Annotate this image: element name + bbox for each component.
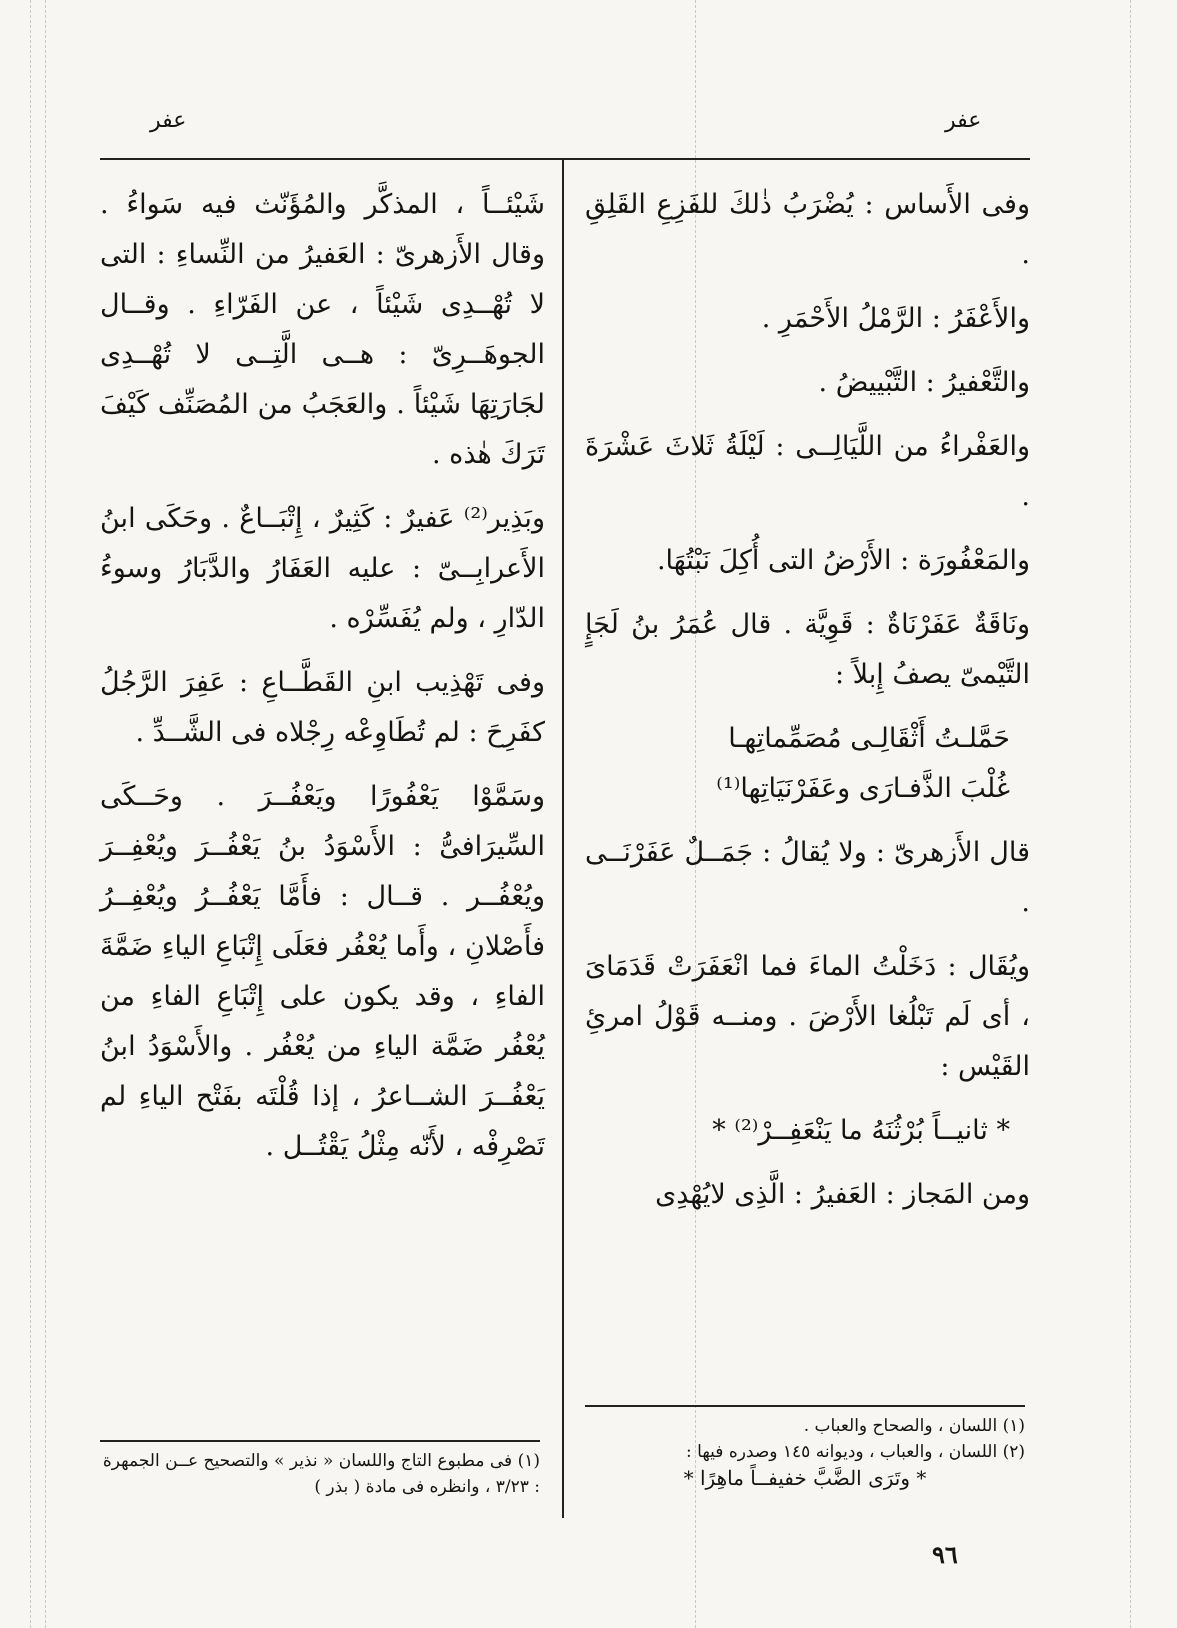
verse-line: غُلْبَ الذَّفـارَى وعَفَرْنَيَاتِها⁽¹⁾ [716,773,1010,804]
scan-fold-line [30,0,31,1628]
footnote: (١) فى مطبوع التاج واللسان « نذير » والتصحيح عــن الجمهرة : ٣/٢٣ ، وانظره فى مادة ( بذر ) [102,1451,540,1497]
entry-paragraph: والتَّعْفيرُ : التَّبْييضُ . [818,367,1030,398]
verse-line: حَمَّلـتُ أَثْقَالِـى مُصَمِّماتِهـا [728,723,1010,754]
running-head-left: عفر [150,108,187,133]
scan-fold-line [1130,0,1131,1628]
entry-paragraph: شَيْئــاً ، المذكَّر والمُؤَنّث فيه سَواءُ . وقال الأَزهرىّ : العَفيرُ من النِّساءِ : التى لا تُهْــدِى شَيْئاً ، عن الفَرّاءِ . وقــال الجوهَــرِىّ : هــى الَّتِــى لا تُهْــدِى لجَارَتِهَا شَيْئاً . والعَجَبُ من المُصَنِّف كَيْفَ تَرَكَ هٰذه . [100,189,545,470]
footnote: (٢) اللسان ، والعباب ، وديوانه ١٤٥ وصدره فيها : [686,1442,1025,1462]
page-number: ٩٦ [932,1540,958,1569]
entry-paragraph: والعَفْراءُ من اللَّيَالِــى : لَيْلَةُ ثَلاثَ عَشْرَةَ . [585,431,1030,512]
entry-paragraph: ومن المَجاز : العَفيرُ : الَّذِى لايُهْدِى [655,1179,1030,1210]
right-column [585,180,1030,1234]
running-head-right: عفر [945,108,982,133]
entry-paragraph: وبَذِير⁽²⁾ عَفيرٌ : كَثِيرٌ ، إِتْبَــاعٌ . وحَكَى ابنُ الأَعرابِــىّ : عليه العَفَارُ والدَّبَارُ وسوءُ الدّارِ ، ولم يُفَسِّرْه . [100,503,545,634]
verse-block [585,714,1010,814]
footnotes-left [100,1440,540,1500]
entry-paragraph: والأَعْفَرُ : الرَّمْلُ الأَحْمَرِ . [761,303,1030,334]
footnotes-right [585,1405,1025,1491]
entry-paragraph: قال الأَزهرىّ : ولا يُقالُ : جَمَــلٌ عَفَرْنَــى . [585,837,1030,918]
footnote-verse: * وتَرَى الضَّبَّ خفيفــاً ماهِرًا * [683,1466,927,1490]
entry-paragraph: وفى تَهْذِيب ابنِ القَطَّــاعِ : عَفِرَ الرَّجُلُ كفَرِحَ : لم تُطَاوِعْه رِجْلاه فى الشَّــدِّ . [100,667,545,748]
entry-paragraph: ونَاقَةٌ عَفَرْنَاةٌ : قَوِيَّة . قال عُمَرُ بنُ لَجَإٍ التَّيْمىّ يصفُ إِبلاً : [585,609,1030,690]
entry-paragraph: وسَمَّوْا يَعْفُورًا ويَعْفُــرَ . وحَــكَى السِّيرَافىُّ : الأَسْوَدُ بنُ يَعْفُــرَ ويُعْفِــرَ ويُعْفُــر . قــال : فأَمَّا يَعْفُــرُ ويُعْفِــرُ فأَصْلانِ ، وأَما يُعْفُر فعَلَى إِتْبَاعِ الياءِ ضَمَّةَ الفاءِ ، وقد يكون على إِتْبَاعِ الفاءِ من يُعْفُر ضَمَّة الياءِ من يُعْفُر . والأَسْوَدُ ابنُ يَعْفُــرَ الشــاعرُ ، إذا قُلْتَه بفَتْح الياءِ لم تَصْرِفْه ، لأَنّه مِثْلُ يَقْتُــل . [100,781,545,1162]
scan-fold-line [45,0,46,1628]
footnote: (١) اللسان ، والصحاح والعباب . [803,1416,1025,1436]
left-column [100,180,545,1186]
verse-line: * ثانيــاً بُرْثُنَهُ ما يَنْعَفِــرْ⁽²⁾ * [712,1115,1010,1146]
column-divider [562,160,564,1518]
entry-paragraph: ويُقَال : دَخَلْتُ الماءَ فما انْعَفَرَتْ قَدَمَاىَ ، أى لَم تَبْلُغا الأَرْضَ . ومنــه قَوْلُ امرئِ القَيْس : [585,951,1030,1082]
entry-paragraph: والمَعْفُورَة : الأَرْضُ التى أُكِلَ نَبْتُهَا. [656,545,1030,576]
header-rule [100,158,1030,160]
entry-paragraph: وفى الأَساس : يُضْرَبُ ذٰلكَ للفَزِعِ القَلِقِ . [585,189,1030,270]
